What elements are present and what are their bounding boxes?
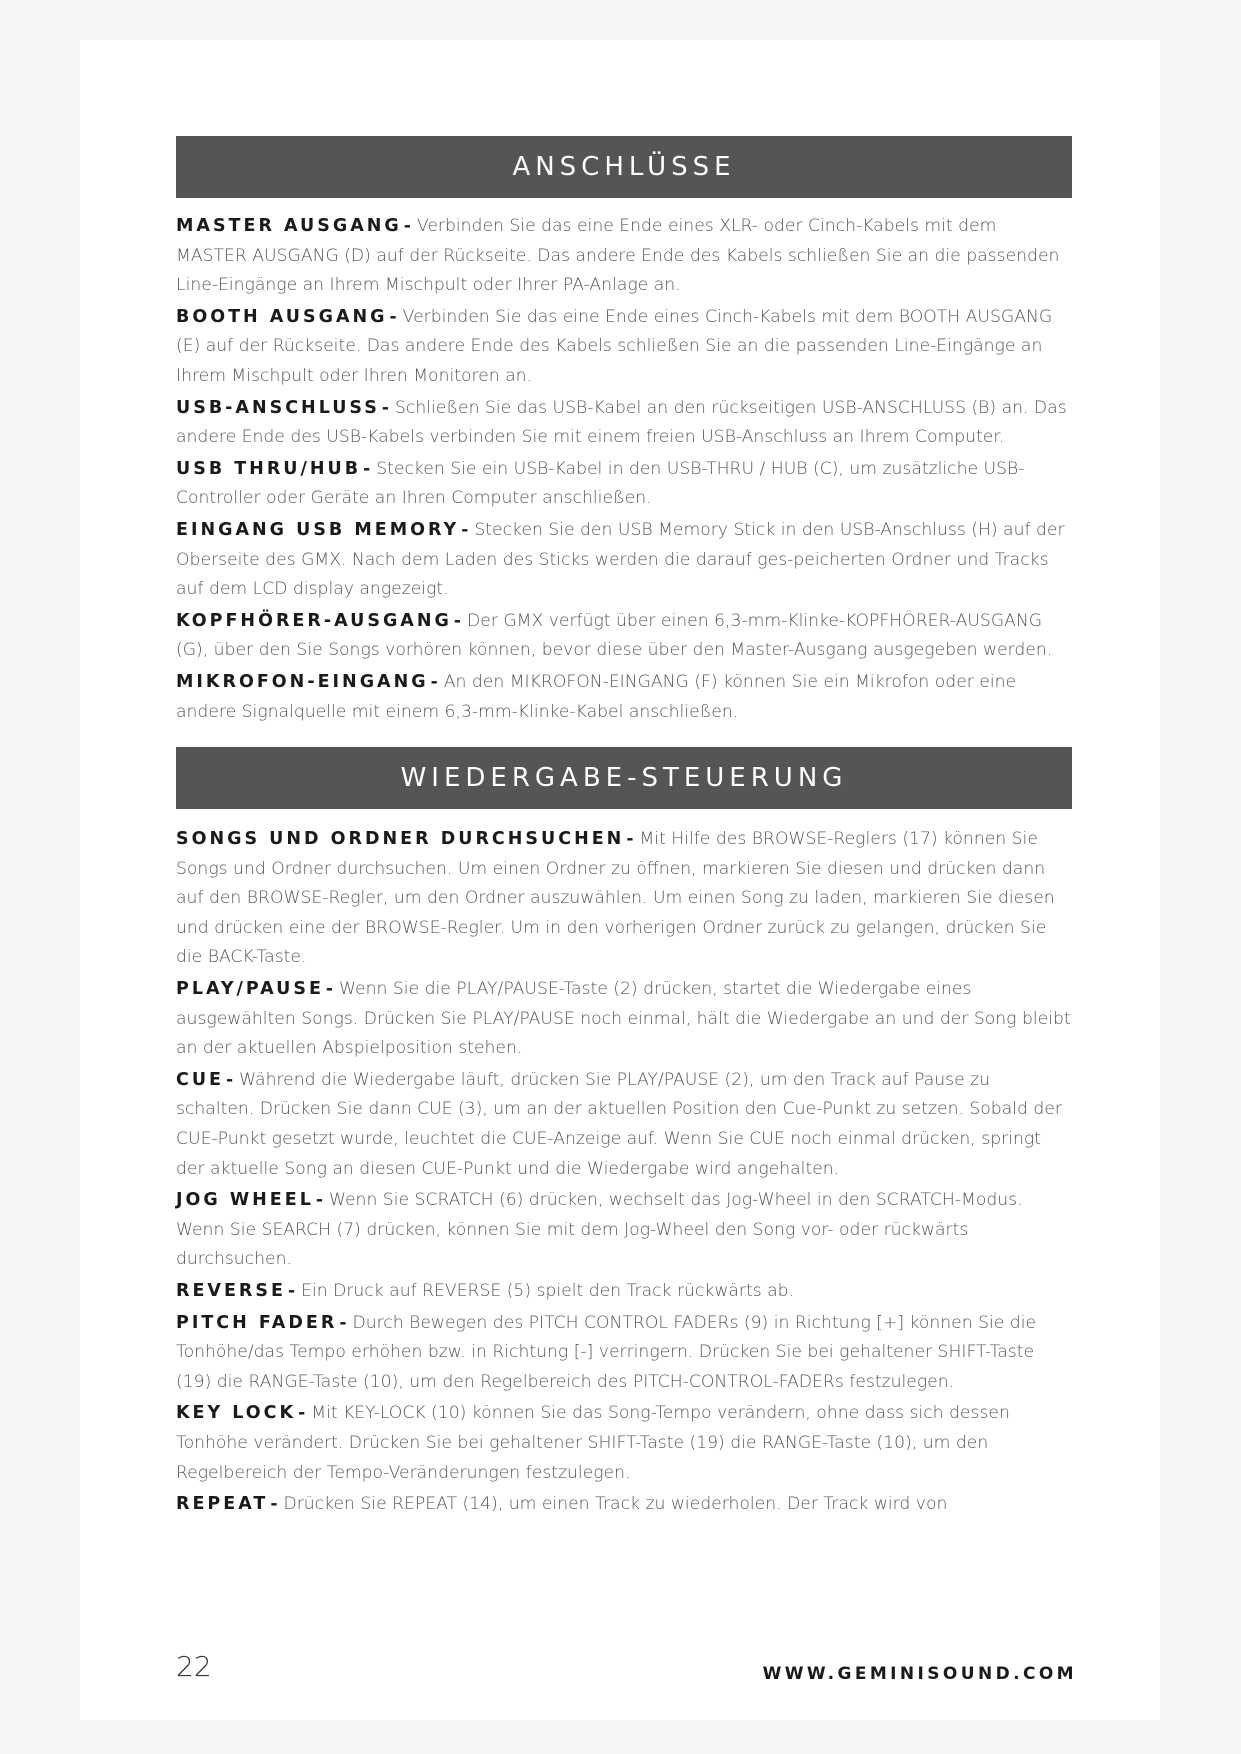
entry-term: EINGANG USB MEMORY — [176, 519, 460, 540]
entry-term: SONGS UND ORDNER DURCHSUCHEN — [176, 829, 625, 850]
entry-usb-memory-input — [176, 516, 1072, 605]
entry-term: CUE — [176, 1069, 225, 1090]
entry-usb-port — [176, 394, 1072, 453]
entry-text: Drücken Sie REPEAT (14), um einen Track zu wiederholen. Der Track wird von — [283, 1494, 948, 1515]
entry-usb-thru-hub — [176, 455, 1072, 514]
entry-browse-songs-folders — [176, 825, 1072, 973]
entry-text: Mit KEY-LOCK (10) können Sie das Song-Tempo verändern, ohne dass sich dessen Tonhöhe verändert. Drücken Sie bei gehaltener SHIFT-Taste (19) die RANGE-Taste (10), um den Regelbereich der Tempo-Veränderungen festzulegen. — [176, 1403, 1010, 1483]
entry-jog-wheel — [176, 1186, 1072, 1275]
entry-text: Ein Druck auf REVERSE (5) spielt den Track rückwärts ab. — [301, 1281, 795, 1301]
entry-term: KEY LOCK — [176, 1403, 297, 1424]
term-separator: - — [270, 1494, 278, 1515]
term-separator: - — [626, 829, 634, 850]
term-separator: - — [363, 458, 371, 479]
entry-cue — [176, 1066, 1072, 1184]
entry-term: BOOTH AUSGANG — [176, 306, 388, 327]
website-url: WWW.GEMINISOUND.COM — [762, 1664, 1077, 1684]
entry-term: USB THRU/HUB — [176, 458, 362, 479]
entry-play-pause — [176, 975, 1072, 1064]
term-separator: - — [339, 1312, 347, 1333]
entry-text: Wenn Sie SCRATCH (6) drücken, wechselt das Jog-Wheel in den SCRATCH-Modus. Wenn Sie SEARCH (7) drücken, können Sie mit dem Jog-Wheel den Song vor- oder rückwärts durchsuchen. — [176, 1190, 1023, 1270]
entry-text: Stecken Sie den USB Memory Stick in den USB-Anschluss (H) auf der Oberseite des GMX. Nach dem Laden des Sticks werden die darauf ges-peicherten Ordner und Tracks auf dem LCD display angezeigt. — [176, 519, 1065, 600]
entry-text: Wenn Sie die PLAY/PAUSE-Taste (2) drücken, startet die Wiedergabe eines ausgewählten Songs. Drücken Sie PLAY/PAUSE noch einmal, hält die Wiedergabe an und der Song bleibt an der aktuellen Abspielposition stehen. — [176, 979, 1071, 1059]
document-content — [176, 136, 1072, 1522]
entry-text: Verbinden Sie das eine Ende eines Cinch-Kabels mit dem BOOTH AUSGANG (E) auf der Rückseite. Das andere Ende des Kabels schließen Sie an die passenden Line-Eingänge an Ihrem Mischpult oder Ihren Monitoren an. — [176, 306, 1053, 386]
term-separator: - — [325, 979, 334, 1000]
entry-term: PLAY/PAUSE — [176, 979, 324, 1000]
entry-text: An den MIKROFON-EINGANG (F) können Sie ein Mikrofon oder eine andere Signalquelle mit einem 6,3-mm-Klinke-Kabel anschließen. — [176, 671, 1017, 722]
term-separator: - — [315, 1190, 323, 1211]
entry-text: Während die Wiedergabe läuft, drücken Sie PLAY/PAUSE (2), um den Track auf Pause zu schalten. Drücken Sie dann CUE (3), um an der aktuellen Position den Cue-Punkt zu setzen. Sobald der CUE-Punkt gesetzt wurde, leuchtet die CUE-Anzeige auf. Wenn Sie CUE noch einmal drücken, springt der aktuelle Song an diesen CUE-Punkt und die Wiedergabe wird angehalten. — [176, 1069, 1062, 1179]
entry-text: Durch Bewegen des PITCH CONTROL FADERs (9) in Richtung [+] können Sie die Tonhöhe/das Tempo erhöhen bzw. in Richtung [-] verringern. Drücken Sie bei gehaltener SHIFT-Taste (19) die RANGE-Taste (10), um den Regelbereich des PITCH-CONTROL-FADERs festzulegen. — [176, 1312, 1037, 1392]
term-separator: - — [298, 1403, 306, 1424]
page-number: 22 — [176, 1650, 212, 1683]
entry-booth-output — [176, 303, 1072, 392]
term-separator: - — [453, 610, 462, 631]
entry-pitch-fader — [176, 1309, 1072, 1398]
entry-headphone-output — [176, 607, 1072, 666]
entry-term: REVERSE — [176, 1281, 286, 1301]
entry-term: KOPFHÖRER-AUSGANG — [176, 610, 452, 631]
term-separator: - — [381, 397, 389, 418]
entry-microphone-input — [176, 668, 1072, 727]
entry-master-output — [176, 212, 1072, 301]
section-title-connections: ANSCHLÜSSE — [176, 136, 1072, 198]
term-separator: - — [226, 1069, 234, 1090]
entry-term: REPEAT — [176, 1494, 269, 1515]
entry-text: Verbinden Sie das eine Ende eines XLR- oder Cinch-Kabels mit dem MASTER AUSGANG (D) auf der Rückseite. Das andere Ende des Kabels schließen Sie an die passenden Line-Eingänge an Ihrem Mischpult oder Ihrer PA-Anlage an. — [176, 216, 1060, 296]
entry-term: MASTER AUSGANG — [176, 216, 402, 236]
entry-text: Der GMX verfügt über einen 6,3-mm-Klinke-KOPFHÖRER-AUSGANG (G), über den Sie Songs vorhören können, bevor diese über den Master-Ausgang ausgegeben werden. — [176, 610, 1053, 661]
entry-term: JOG WHEEL — [176, 1190, 314, 1211]
entry-term: MIKROFON-EINGANG — [176, 671, 429, 692]
term-separator: - — [461, 519, 469, 540]
term-separator: - — [403, 216, 411, 236]
entry-term: PITCH FADER — [176, 1312, 338, 1333]
entry-repeat — [176, 1490, 1072, 1520]
term-separator: - — [430, 671, 438, 692]
term-separator: - — [389, 306, 397, 327]
term-separator: - — [287, 1281, 296, 1301]
entry-text: Schließen Sie das USB-Kabel an den rückseitigen USB-ANSCHLUSS (B) an. Das andere Ende des USB-Kabels verbinden Sie mit einem freien USB-Anschluss an Ihrem Computer. — [176, 397, 1067, 448]
entry-key-lock — [176, 1399, 1072, 1488]
entry-term: USB-ANSCHLUSS — [176, 397, 380, 418]
entry-text: Mit Hilfe des BROWSE-Reglers (17) können Sie Songs und Ordner durchsuchen. Um einen Ordner zu öffnen, markieren Sie diesen und drücken dann auf den BROWSE-Regler, um den Ordner auszuwählen. Um einen Song zu laden, markieren Sie diesen und drücken eine der BROWSE-Regler. Um in den vorherigen Ordner zurück zu gelangen, drücken Sie die BACK-Taste. — [176, 829, 1055, 968]
section-title-playback-control: WIEDERGABE-STEUERUNG — [176, 747, 1072, 809]
entry-text: Stecken Sie ein USB-Kabel in den USB-THRU / HUB (C), um zusätzliche USB-Controller oder Geräte an Ihren Computer anschließen. — [176, 458, 1025, 509]
entry-reverse — [176, 1277, 1072, 1307]
